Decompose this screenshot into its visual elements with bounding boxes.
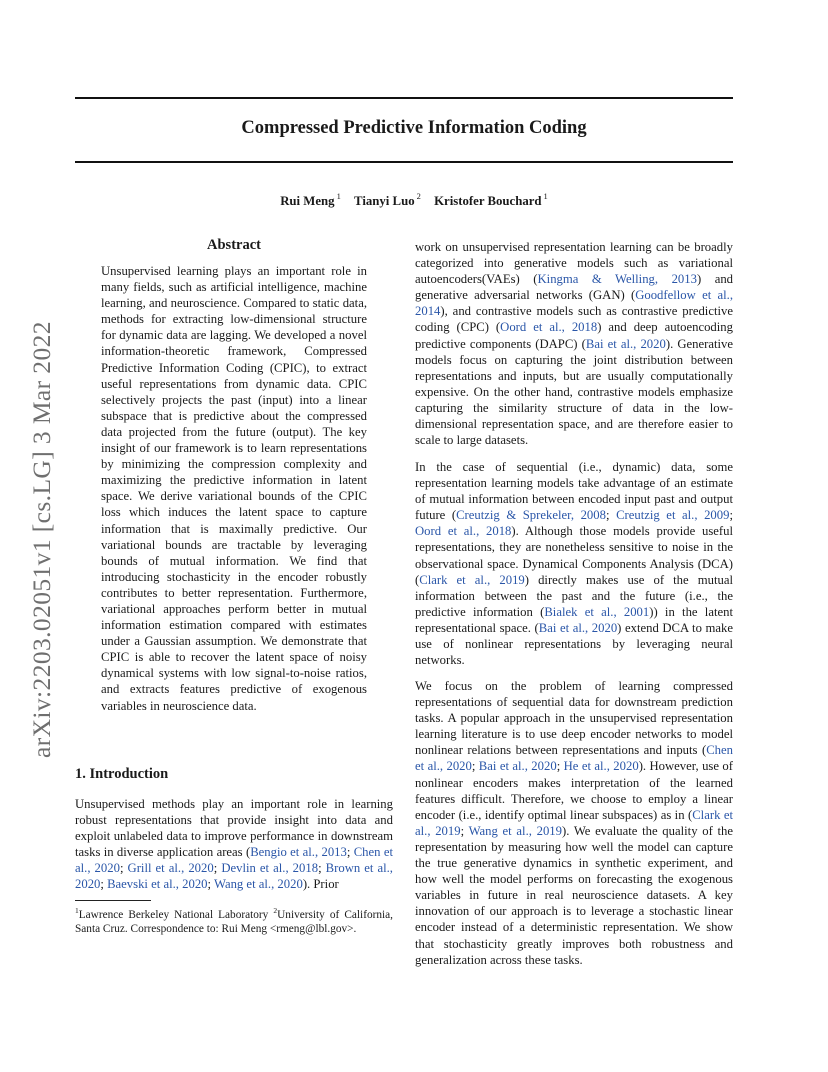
citation-link[interactable]: Oord et al., 2018 <box>500 320 598 335</box>
citation-link[interactable]: Devlin et al., 2018 <box>221 861 319 876</box>
separator: ; <box>207 877 214 892</box>
text-run: ) extend DCA to make use of nonlinear representations by leveraging neural networks. <box>415 620 733 668</box>
author <box>354 191 421 209</box>
text-run: )) in the latent representational space. ( <box>415 604 733 635</box>
separator: ; <box>729 508 733 523</box>
citation-link[interactable]: Chen et al., 2020 <box>415 743 733 774</box>
author-affiliation-mark: 2 <box>416 191 421 201</box>
citation-link[interactable]: Creutzig & Sprekeler, 2008 <box>456 508 606 523</box>
citation-link[interactable]: He et al., 2020 <box>563 759 639 774</box>
footnote-text: Lawrence Berkeley National Laboratory <box>78 908 274 921</box>
citation-link[interactable]: Bengio et al., 2013 <box>250 845 347 860</box>
author-affiliation-mark: 1 <box>543 191 548 201</box>
footnote-rule <box>75 900 151 901</box>
right-column-paragraph-3 <box>415 678 733 968</box>
abstract-heading: Abstract <box>207 237 261 253</box>
text-run: ). We evaluate the quality of the representation by measuring how well the model can capture the true generative dynamics in synthetic experiment, and how well the model performs on forecasting the exogenous variables in future in real neuroscience datasets. A key innovation of our approach is to leverage a stochastic linear encoder instead of a deterministic representation. We show that stochasticity greatly improves both robustness and generalization across these tasks. <box>415 823 733 967</box>
text-run: ). Generative models focus on capturing the joint distribution between representations and inputs, but are usually computationally expensive. On the other hand, contrastive models emphasize capturing the similarity structure of data in the low-dimensional representation space, and are therefore easier to scale to large datasets. <box>415 336 733 448</box>
footnote-mark: 2 <box>273 906 278 915</box>
footnote-text: University of California, Santa Cruz. Correspondence to: Rui Meng <rmeng@lbl.gov>. <box>75 908 393 936</box>
text-run: ) and deep autoencoding predictive components (DAPC) ( <box>415 320 733 351</box>
paper-title: Compressed Predictive Information Coding <box>241 118 587 138</box>
citation-link[interactable]: Bialek et al., 2001 <box>544 604 650 619</box>
separator: ; <box>119 861 128 876</box>
right-column-paragraph-2 <box>415 459 733 668</box>
separator: ; <box>471 759 479 774</box>
author-name: Tianyi Luo <box>354 194 415 209</box>
top-rule <box>75 97 733 99</box>
citation-link[interactable]: Oord et al., 2018 <box>415 524 512 539</box>
introduction-paragraph <box>75 796 393 893</box>
citation-link[interactable]: Baevski et al., 2020 <box>107 877 208 892</box>
separator: ; <box>213 861 222 876</box>
arxiv-side-label: arXiv:2203.02051v1 [cs.LG] 3 Mar 2022 <box>27 321 56 758</box>
citation-link[interactable]: Brown et al., 2020 <box>75 861 393 892</box>
separator: ; <box>346 845 354 860</box>
author-name: Kristofer Bouchard <box>434 194 542 209</box>
separator: ; <box>605 508 617 523</box>
text-run: ). Although those models provide useful representations, they are nonetheless sensitive to noise in the observational space. Dynamical Components Analysis (DCA) ( <box>415 524 734 587</box>
citation-link[interactable]: Bai et al., 2020 <box>585 336 666 351</box>
text-run: ) and generative adversarial networks (GAN) ( <box>415 272 734 303</box>
author-list <box>0 192 828 209</box>
introduction-heading: 1. Introduction <box>75 766 169 782</box>
text-run: ). However, use of nonlinear encoders makes interpretation of the learned features difficult. Therefore, we choose to employ a linear encoder (i.e., identify optimal linear subspaces) as in ( <box>415 759 733 822</box>
citation-link[interactable]: Grill et al., 2020 <box>127 861 214 876</box>
text-run: ). Prior <box>302 877 339 892</box>
citation-link[interactable]: Clark et al., 2019 <box>419 572 525 587</box>
separator: ; <box>460 823 469 838</box>
citation-link[interactable]: Creutzig et al., 2009 <box>616 508 730 523</box>
text-run: ), and contrastive models such as contrastive predictive coding (CPC) ( <box>415 304 733 335</box>
separator: ; <box>318 861 326 876</box>
affiliation-footnote <box>75 904 393 936</box>
separator: ; <box>100 877 108 892</box>
citation-link[interactable]: Bai et al., 2020 <box>538 620 618 635</box>
separator: ; <box>556 759 564 774</box>
footnote-mark: 1 <box>75 906 79 915</box>
abstract-text: Unsupervised learning plays an important role in many fields, such as artificial intelligence, machine learning, and neuroscience. Compared to static data, methods for extracting low-dimensional structure for dynamic data are lagging. We developed a novel information-theoretic framework, Compressed Predictive Information Coding (CPIC), to extract useful representations from dynamic data. CPIC selectively projects the past (input) into a linear subspace that is predictive about the compressed data projected from the future (output). The key insight of our framework is to learn representations by minimizing the compression complexity and maximizing the predictive information in latent space. We derive variational bounds of the CPIC loss which induces the latent space to capture information that is maximally predictive. Our variational bounds are tractable by leveraging bounds of mutual information. We find that introducing stochasticity in the encoder robustly contributes to better representation. Furthermore, variational approaches perform better in mutual information estimation compared with estimates under a Gaussian assumption. We demonstrate that CPIC is able to recover the latent space of noisy dynamical systems with low signal-to-noise ratios, and extracts features predictive of exogenous variables in neuroscience data. <box>101 264 367 713</box>
text-run: We focus on the problem of learning compressed representations of sequential data for downstream prediction tasks. A popular approach in the unsupervised representation learning literature is to use deep encoder networks to model nonlinear relations between representations and inputs ( <box>415 679 733 758</box>
author-name: Rui Meng <box>280 194 335 209</box>
author-affiliation-mark: 1 <box>336 191 341 201</box>
citation-link[interactable]: Clark et al., 2019 <box>415 807 733 838</box>
text-run: In the case of sequential (i.e., dynamic) data, some representation learning models take advantage of an estimate of mutual information between encoded input past and output future ( <box>415 460 733 523</box>
citation-link[interactable]: Bai et al., 2020 <box>478 759 557 774</box>
citation-link[interactable]: Kingma & Welling, 2013 <box>537 272 697 287</box>
text-run: Unsupervised methods play an important role in learning robust representations that provide insight into data and exploit unlabeled data to improve performance in downstream tasks in diverse application areas ( <box>75 797 393 860</box>
text-run: work on unsupervised representation learning can be broadly categorized into generative models such as variational autoencoders(VAEs) ( <box>415 240 733 287</box>
text-run: ) directly makes use of the mutual information between the past and the future (i.e., the predictive information ( <box>415 572 733 619</box>
title-bottom-rule <box>75 161 733 163</box>
author <box>280 191 341 209</box>
right-column-paragraph-1 <box>415 239 733 448</box>
citation-link[interactable]: Chen et al., 2020 <box>75 845 393 876</box>
citation-link[interactable]: Wang et al., 2019 <box>468 823 562 838</box>
citation-link[interactable]: Wang et al., 2020 <box>213 877 303 892</box>
citation-link[interactable]: Goodfellow et al., 2014 <box>415 288 733 319</box>
author <box>434 191 548 209</box>
